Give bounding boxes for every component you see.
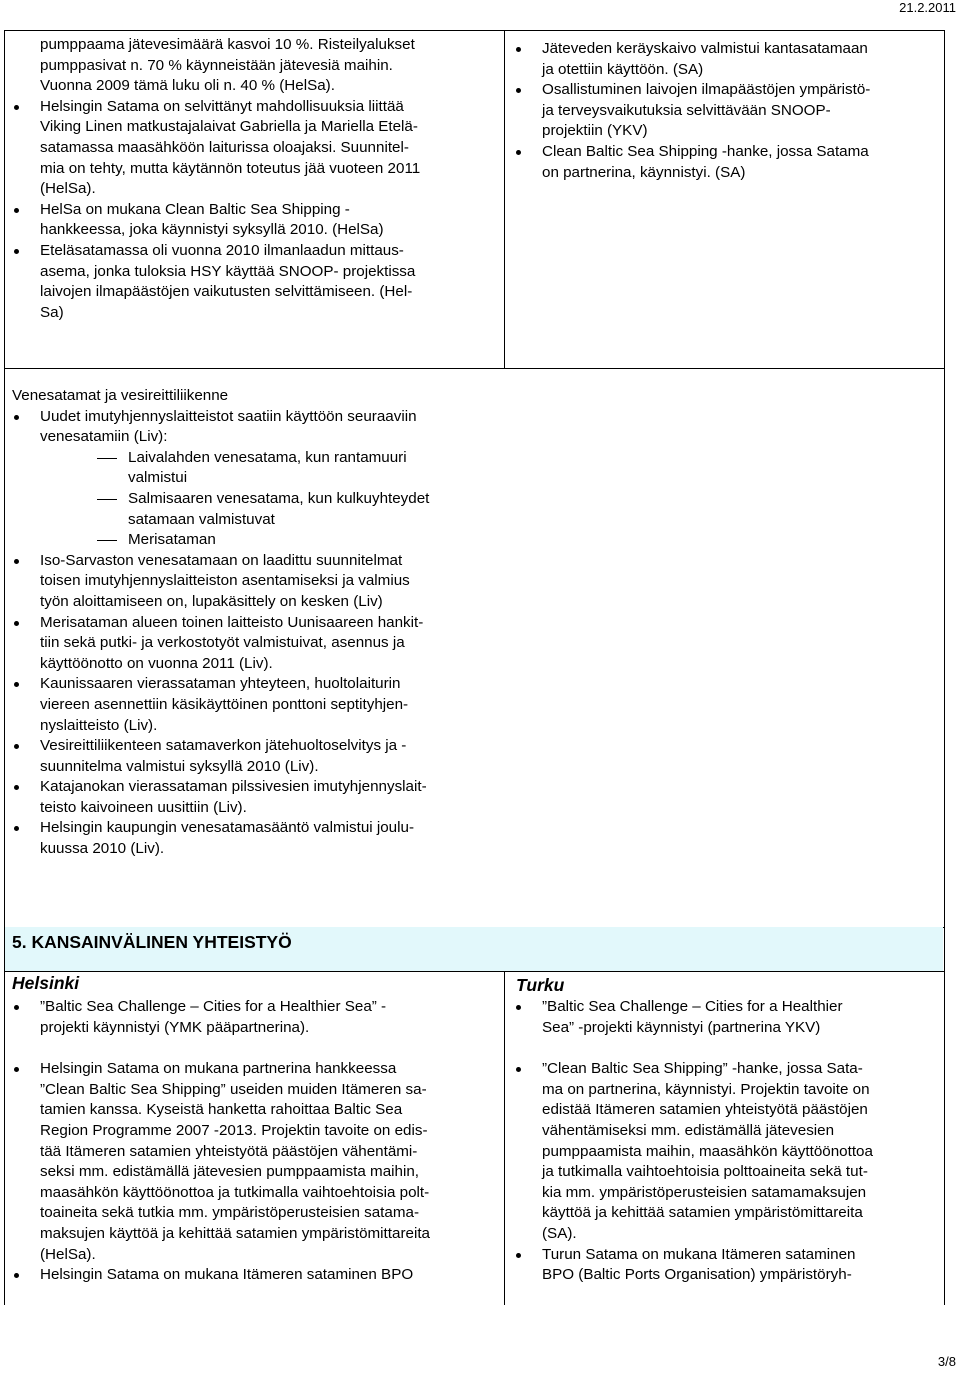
text-line: Eteläsatamassa oli vuonna 2010 ilmanlaadun mittaus- [40, 241, 404, 259]
bullet-icon [516, 1253, 521, 1258]
row-divider-1 [4, 368, 944, 369]
list-item [4, 407, 942, 448]
text-line: Viking Linen matkustajalaivat Gabriella ja Mariella Etelä- [40, 118, 418, 136]
section-subtitle: Venesatamat ja vesireittiliikenne [12, 387, 229, 404]
list-item [506, 39, 942, 80]
text-line: Sa) [40, 303, 64, 321]
text-line: seksi mm. edistämällä jätevesien pumppaamista maihin, [40, 1163, 420, 1181]
boats-cell [4, 386, 942, 860]
text-line: Katajanokan vierassataman pilssivesien imutyhjennyslait- [40, 778, 427, 796]
list-item [4, 736, 942, 777]
text-line: (HelSa). [40, 180, 96, 198]
bullet-icon [14, 621, 19, 626]
text-line: Helsingin Satama on mukana Itämeren sataminen BPO [40, 1266, 414, 1284]
text-line: BPO (Baltic Ports Organisation) ympäristöryh- [542, 1266, 852, 1284]
text-line: pumppaama jätevesimäärä kasvoi 10 %. Risteilyalukset [40, 36, 415, 53]
text-line: satamassa maasähköön laiturissa oloajaksi. Suunnitel- [40, 138, 409, 156]
sub-list-item [4, 530, 942, 551]
bullet-icon [516, 1005, 521, 1010]
text-line: ja otettiin käyttöön. (SA) [542, 60, 704, 78]
text-line: käyttöä ja kehittää satamien ympäristömittareita [542, 1204, 863, 1222]
text-line: käyttöönotto on vuonna 2011 (Liv). [40, 654, 273, 672]
text-line: toaineita sekä tutkia mm. ympäristöperusteisien satama- [40, 1204, 420, 1222]
text-line: nyslaitteisto (Liv). [40, 716, 158, 734]
list-item [4, 241, 500, 323]
bullet-icon [14, 744, 19, 749]
top-left-cell [4, 35, 500, 323]
list-item [506, 142, 942, 183]
text-line: pumppaamista maihin, maasähkön käyttöönottoa [542, 1142, 873, 1160]
bullet-icon [14, 105, 19, 110]
text-line: pumppasivat n. 70 % käynneistään jätevesiä maihin. [40, 56, 393, 74]
bullet-icon [14, 415, 19, 420]
text-line: projektiin (YKV) [542, 122, 648, 140]
text-line: ”Clean Baltic Sea Shipping” useiden muiden Itämeren sa- [40, 1080, 427, 1098]
text-line: Region Programme 2007 -2013. Projektin tavoite on edis- [40, 1121, 428, 1139]
text-line: Vesireittiliikenteen satamaverkon jätehuoltoselvitys ja - [40, 737, 407, 755]
list-item [506, 80, 942, 142]
text-line: asema, jonka tuloksia HSY käyttää SNOOP- projektissa [40, 262, 416, 280]
text-line: venesatamiin (Liv): [40, 428, 168, 446]
text-line: maasähkön käyttöönottoa ja tutkimalla vaihtoehtoisia polt- [40, 1183, 430, 1201]
text-line: hankkeessa, joka käynnistyi syksyllä 2010. (HelSa) [40, 221, 384, 239]
continued-text [4, 35, 500, 97]
bullet-icon [14, 682, 19, 687]
section-title: 5. KANSAINVÄLINEN YHTEISTYÖ [12, 932, 292, 952]
text-line: (SA). [542, 1224, 577, 1242]
text-line: ja terveysvaikutuksia selvittävään SNOOP- [542, 101, 831, 119]
list-item [4, 1059, 500, 1265]
list-item [4, 777, 942, 818]
text-line: vähentämiseksi mm. edistämällä jätevesien [542, 1121, 835, 1139]
bullet-icon [516, 1067, 521, 1072]
text-line: Uudet imutyhjennyslaitteistot saatiin käyttöön seuraaviin [40, 407, 417, 425]
text-line: Kaunissaaren vierassataman yhteyteen, huoltolaiturin [40, 675, 401, 693]
text-line: Sea” -projekti käynnistyi (partnerina YKV) [542, 1018, 821, 1036]
bullet-icon [516, 150, 521, 155]
city-heading-helsinki: Helsinki [12, 973, 80, 993]
text-line: ”Baltic Sea Challenge – Cities for a Healthier Sea” - [40, 998, 387, 1015]
sub-list-item [4, 489, 942, 530]
list-item [4, 674, 942, 736]
text-line: tää Itämeren satamien yhteistyötä päästöjen vähentämi- [40, 1142, 418, 1160]
page-date: 21.2.2011 [899, 0, 956, 15]
bullet-icon [14, 208, 19, 213]
dash-icon [97, 540, 117, 541]
column-divider-bottom [504, 971, 505, 1305]
text-line: (HelSa). [40, 1245, 96, 1263]
text-line: laivojen ilmapäästöjen vaikutusten selvittämiseen. (Hel- [40, 283, 413, 301]
text-line: viereen asennettiin käsikäyttöinen ponttoni septityhjen- [40, 695, 409, 713]
text-line: Merisataman [128, 531, 216, 549]
city-heading-turku: Turku [516, 975, 565, 995]
bullet-icon [14, 1273, 19, 1278]
list-item [4, 818, 942, 859]
list-item [506, 997, 942, 1038]
text-line: Jäteveden keräyskaivo valmistui kantasatamaan [542, 40, 868, 57]
sub-list-item [4, 448, 942, 489]
text-line: Laivalahden venesatama, kun rantamuuri [128, 448, 407, 466]
bullet-icon [14, 1067, 19, 1072]
bullet-icon [14, 559, 19, 564]
table-top-border [4, 30, 944, 31]
section5-right-cell [506, 997, 942, 1286]
text-line: projekti käynnistyi (YMK pääpartnerina). [40, 1018, 310, 1036]
text-line: Turun Satama on mukana Itämeren sataminen [542, 1245, 856, 1263]
dash-icon [97, 458, 117, 459]
text-line: ja tutkimalla vaihtoehtoisia polttoaineita sekä tut- [542, 1163, 868, 1181]
bullet-icon [516, 88, 521, 93]
report-table [4, 30, 944, 1305]
text-line: Iso-Sarvaston venesatamaan on laadittu suunnitelmat [40, 551, 403, 569]
text-line: valmistui [128, 469, 188, 487]
list-item [4, 200, 500, 241]
bullet-icon [14, 249, 19, 254]
section5-left-cell [4, 997, 500, 1286]
text-line: toisen imutyhjennyslaitteiston asentamiseksi ja valmius [40, 572, 410, 590]
text-line: Clean Baltic Sea Shipping -hanke, jossa Satama [542, 142, 869, 160]
text-line: Osallistuminen laivojen ilmapäästöjen ympäristö- [542, 81, 871, 99]
list-item [506, 1059, 942, 1244]
text-line: Helsingin Satama on selvittänyt mahdollisuuksia liittää [40, 97, 404, 115]
text-line: satamaan valmistuvat [128, 510, 275, 528]
list-item [506, 1245, 942, 1286]
text-line: kia mm. ympäristöperusteisien satamamaksujen [542, 1183, 867, 1201]
bullet-icon [14, 1005, 19, 1010]
dash-icon [97, 499, 117, 500]
bullet-icon [14, 826, 19, 831]
text-line: Helsingin kaupungin venesatamasääntö valmistui joulu- [40, 819, 414, 837]
text-line: Merisataman alueen toinen laitteisto Uunisaareen hankit- [40, 613, 424, 631]
text-line: Helsingin Satama on mukana partnerina hankkeessa [40, 1060, 397, 1078]
text-line: tiin sekä putki- ja verkostotyöt valmistuivat, asennus ja [40, 634, 405, 652]
column-divider-top [504, 30, 505, 368]
top-right-cell [506, 39, 942, 183]
bullet-icon [14, 785, 19, 790]
bullet-icon [516, 47, 521, 52]
text-line: mia on tehty, mutta käytännön toteutus jää vuoteen 2011 [40, 159, 421, 177]
text-line: on partnerina, käynnistyi. (SA) [542, 163, 746, 181]
list-item [4, 97, 500, 200]
text-line: tamien kanssa. Kyseistä hanketta rahoittaa Baltic Sea [40, 1101, 403, 1119]
list-item [4, 613, 942, 675]
row-divider-3 [4, 971, 944, 972]
text-line: ma on partnerina, käynnistyi. Projektin tavoite on [542, 1080, 870, 1098]
text-line: ”Baltic Sea Challenge – Cities for a Healthier [542, 998, 843, 1015]
text-line: teisto kaivoineen uusittiin (Liv). [40, 798, 247, 816]
page-number: 3/8 [937, 1354, 956, 1369]
list-item [4, 997, 500, 1038]
table-right-border [944, 30, 945, 1305]
text-line: Salmisaaren venesatama, kun kulkuyhteydet [128, 489, 430, 507]
list-item [4, 551, 942, 613]
text-line: työn aloittamiseen on, lupakäsittely on kesken (Liv) [40, 592, 383, 610]
text-line: ”Clean Baltic Sea Shipping” -hanke, jossa Sata- [542, 1060, 863, 1078]
text-line: suunnitelma valmistui syksyllä 2010 (Liv). [40, 757, 319, 775]
text-line: kuussa 2010 (Liv). [40, 840, 165, 858]
list-item [4, 1265, 500, 1286]
text-line: edistää Itämeren satamien yhteistyötä päästöjen [542, 1101, 868, 1119]
text-line: Vuonna 2009 tämä luku oli n. 40 % (HelSa). [40, 77, 335, 95]
text-line: maksujen käyttöä ja kehittää satamien ympäristömittareita [40, 1224, 430, 1242]
text-line: HelSa on mukana Clean Baltic Sea Shipping - [40, 200, 350, 218]
